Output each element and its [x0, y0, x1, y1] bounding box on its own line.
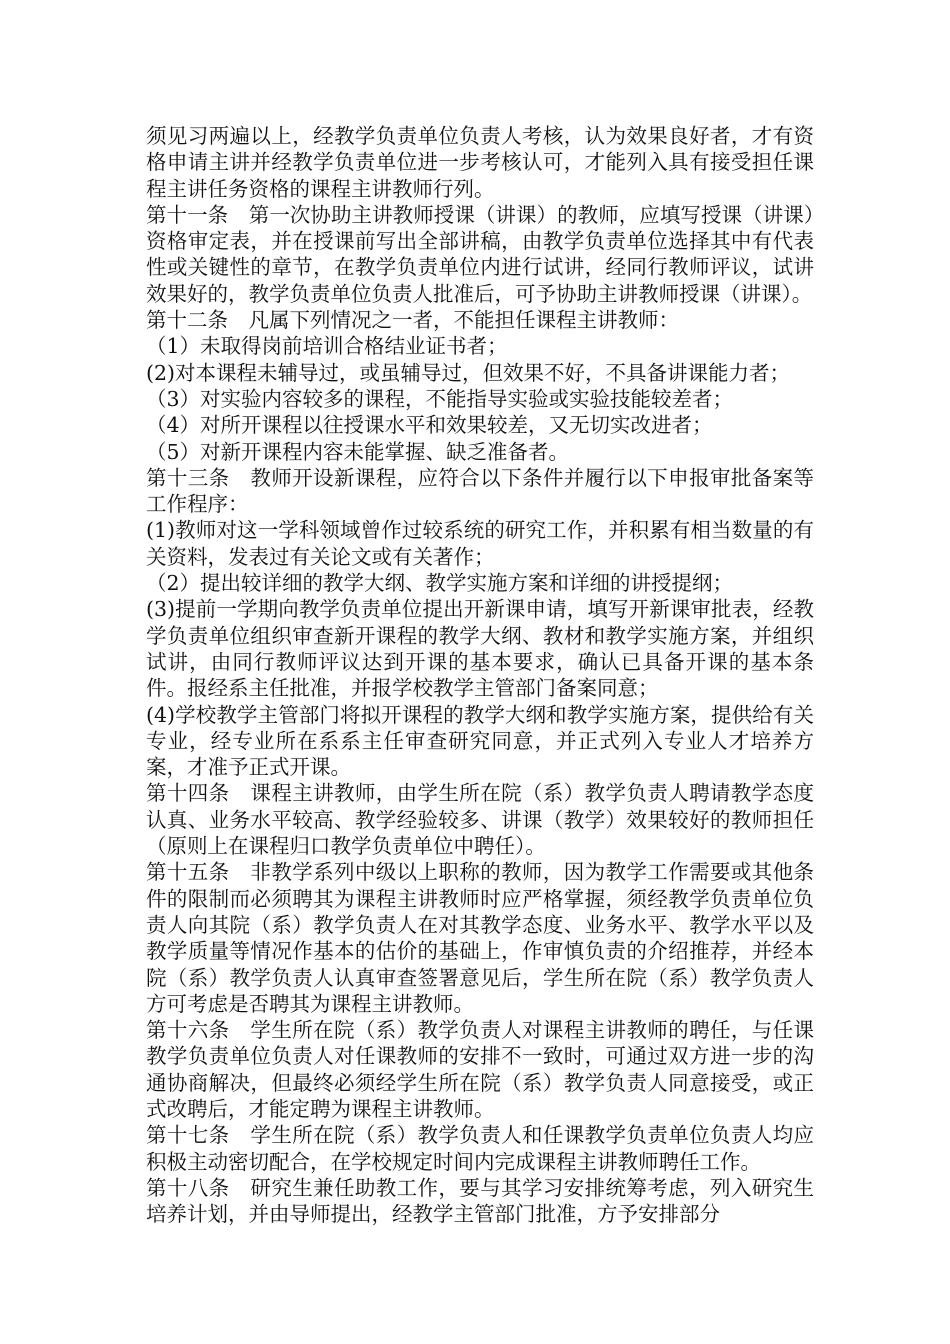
article-18: 第十八条 研究生兼任助教工作，要与其学习安排统筹考虑，列入研究生培养计划，并由导师提出，经教学主管部门批准，方予安排部分 — [146, 1175, 814, 1227]
document-page — [146, 123, 814, 1227]
article-15: 第十五条 非教学系列中级以上职称的教师，因为教学工作需要或其他条件的限制而必须聘其为课程主讲教师时应严格掌握，须经教学负责单位负责人向其院（系）教学负责人在对其教学态度、业务水平、教学水平以及教学质量等情况作基本的估价的基础上，作审慎负责的介绍推荐，并经本院（系）教学负责人认真审查签署意见后，学生所在院（系）教学负责人方可考虑是否聘其为课程主讲教师。 — [146, 860, 814, 1016]
paragraph-continuation: 须见习两遍以上，经教学负责单位负责人考核，认为效果良好者，才有资格申请主讲并经教学负责单位进一步考核认可，才能列入具有接受担任课程主讲任务资格的课程主讲教师行列。 — [146, 124, 814, 201]
article-11: 第十一条 第一次协助主讲教师授课（讲课）的教师，应填写授课（讲课）资格审定表，并在授课前写出全部讲稿，由教学负责单位选择其中有代表性或关键性的章节，在教学负责单位内进行试讲，经同行教师评议，试讲效果好的，教学负责单位负责人批准后，可予协助主讲教师授课（讲课）。 — [146, 202, 814, 306]
article-12: 第十二条 凡属下列情况之一者，不能担任课程主讲教师： — [146, 308, 679, 333]
article-13-item-3: (3)提前一学期向教学负责单位提出开新课申请，填写开新课审批表，经教学负责单位组织审查新开课程的教学大纲、教材和教学实施方案，并组织试讲，由同行教师评议达到开课的基本要求，确认已具备开课的基本条件。报经系主任批准，并报学校教学主管部门备案同意； — [146, 597, 814, 701]
article-13: 第十三条 教师开设新课程，应符合以下条件并履行以下申报审批备案等工作程序： — [146, 465, 814, 517]
article-12-item-1: （1）未取得岗前培训合格结业证书者； — [146, 334, 508, 359]
article-13-item-1: (1)教师对这一学科领域曾作过较系统的研究工作，并积累有相当数量的有关资料，发表过有关论文或有关著作； — [146, 518, 814, 569]
article-12-item-5: （5）对新开课程内容未能掌握、缺乏准备者。 — [146, 439, 570, 464]
article-12-item-4: （4）对所开课程以往授课水平和效果较差，又无切实改进者； — [146, 413, 713, 438]
article-17: 第十七条 学生所在院（系）教学负责人和任课教学负责单位负责人均应积极主动密切配合，在学校规定时间内完成课程主讲教师聘任工作。 — [146, 1123, 814, 1174]
article-16: 第十六条 学生所在院（系）教学负责人对课程主讲教师的聘任，与任课教学负责单位负责人对任课教师的安排不一致时，可通过双方进一步的沟通协商解决，但最终必须经学生所在院（系）教学负责人同意接受，或正式改聘后，才能定聘为课程主讲教师。 — [146, 1018, 814, 1121]
article-12-item-3: （3）对实验内容较多的课程，不能指导实验或实验技能较差者； — [146, 386, 734, 411]
article-13-item-4: (4)学校教学主管部门将拟开课程的教学大纲和教学实施方案，提供给有关专业，经专业所在系系主任审查研究同意，并正式列入专业人才培养方案，才准予正式开课。 — [146, 702, 814, 780]
article-12-item-2: (2)对本课程未辅导过，或虽辅导过，但效果不好，不具备讲课能力者； — [146, 360, 791, 385]
article-14: 第十四条 课程主讲教师，由学生所在院（系）教学负责人聘请教学态度认真、业务水平较高、教学经验较多、讲课（教学）效果较好的教师担任（原则上在课程归口教学负责单位中聘任）。 — [146, 781, 814, 859]
article-13-item-2: （2）提出较详细的教学大纲、教学实施方案和详细的讲授提纲； — [146, 571, 734, 596]
